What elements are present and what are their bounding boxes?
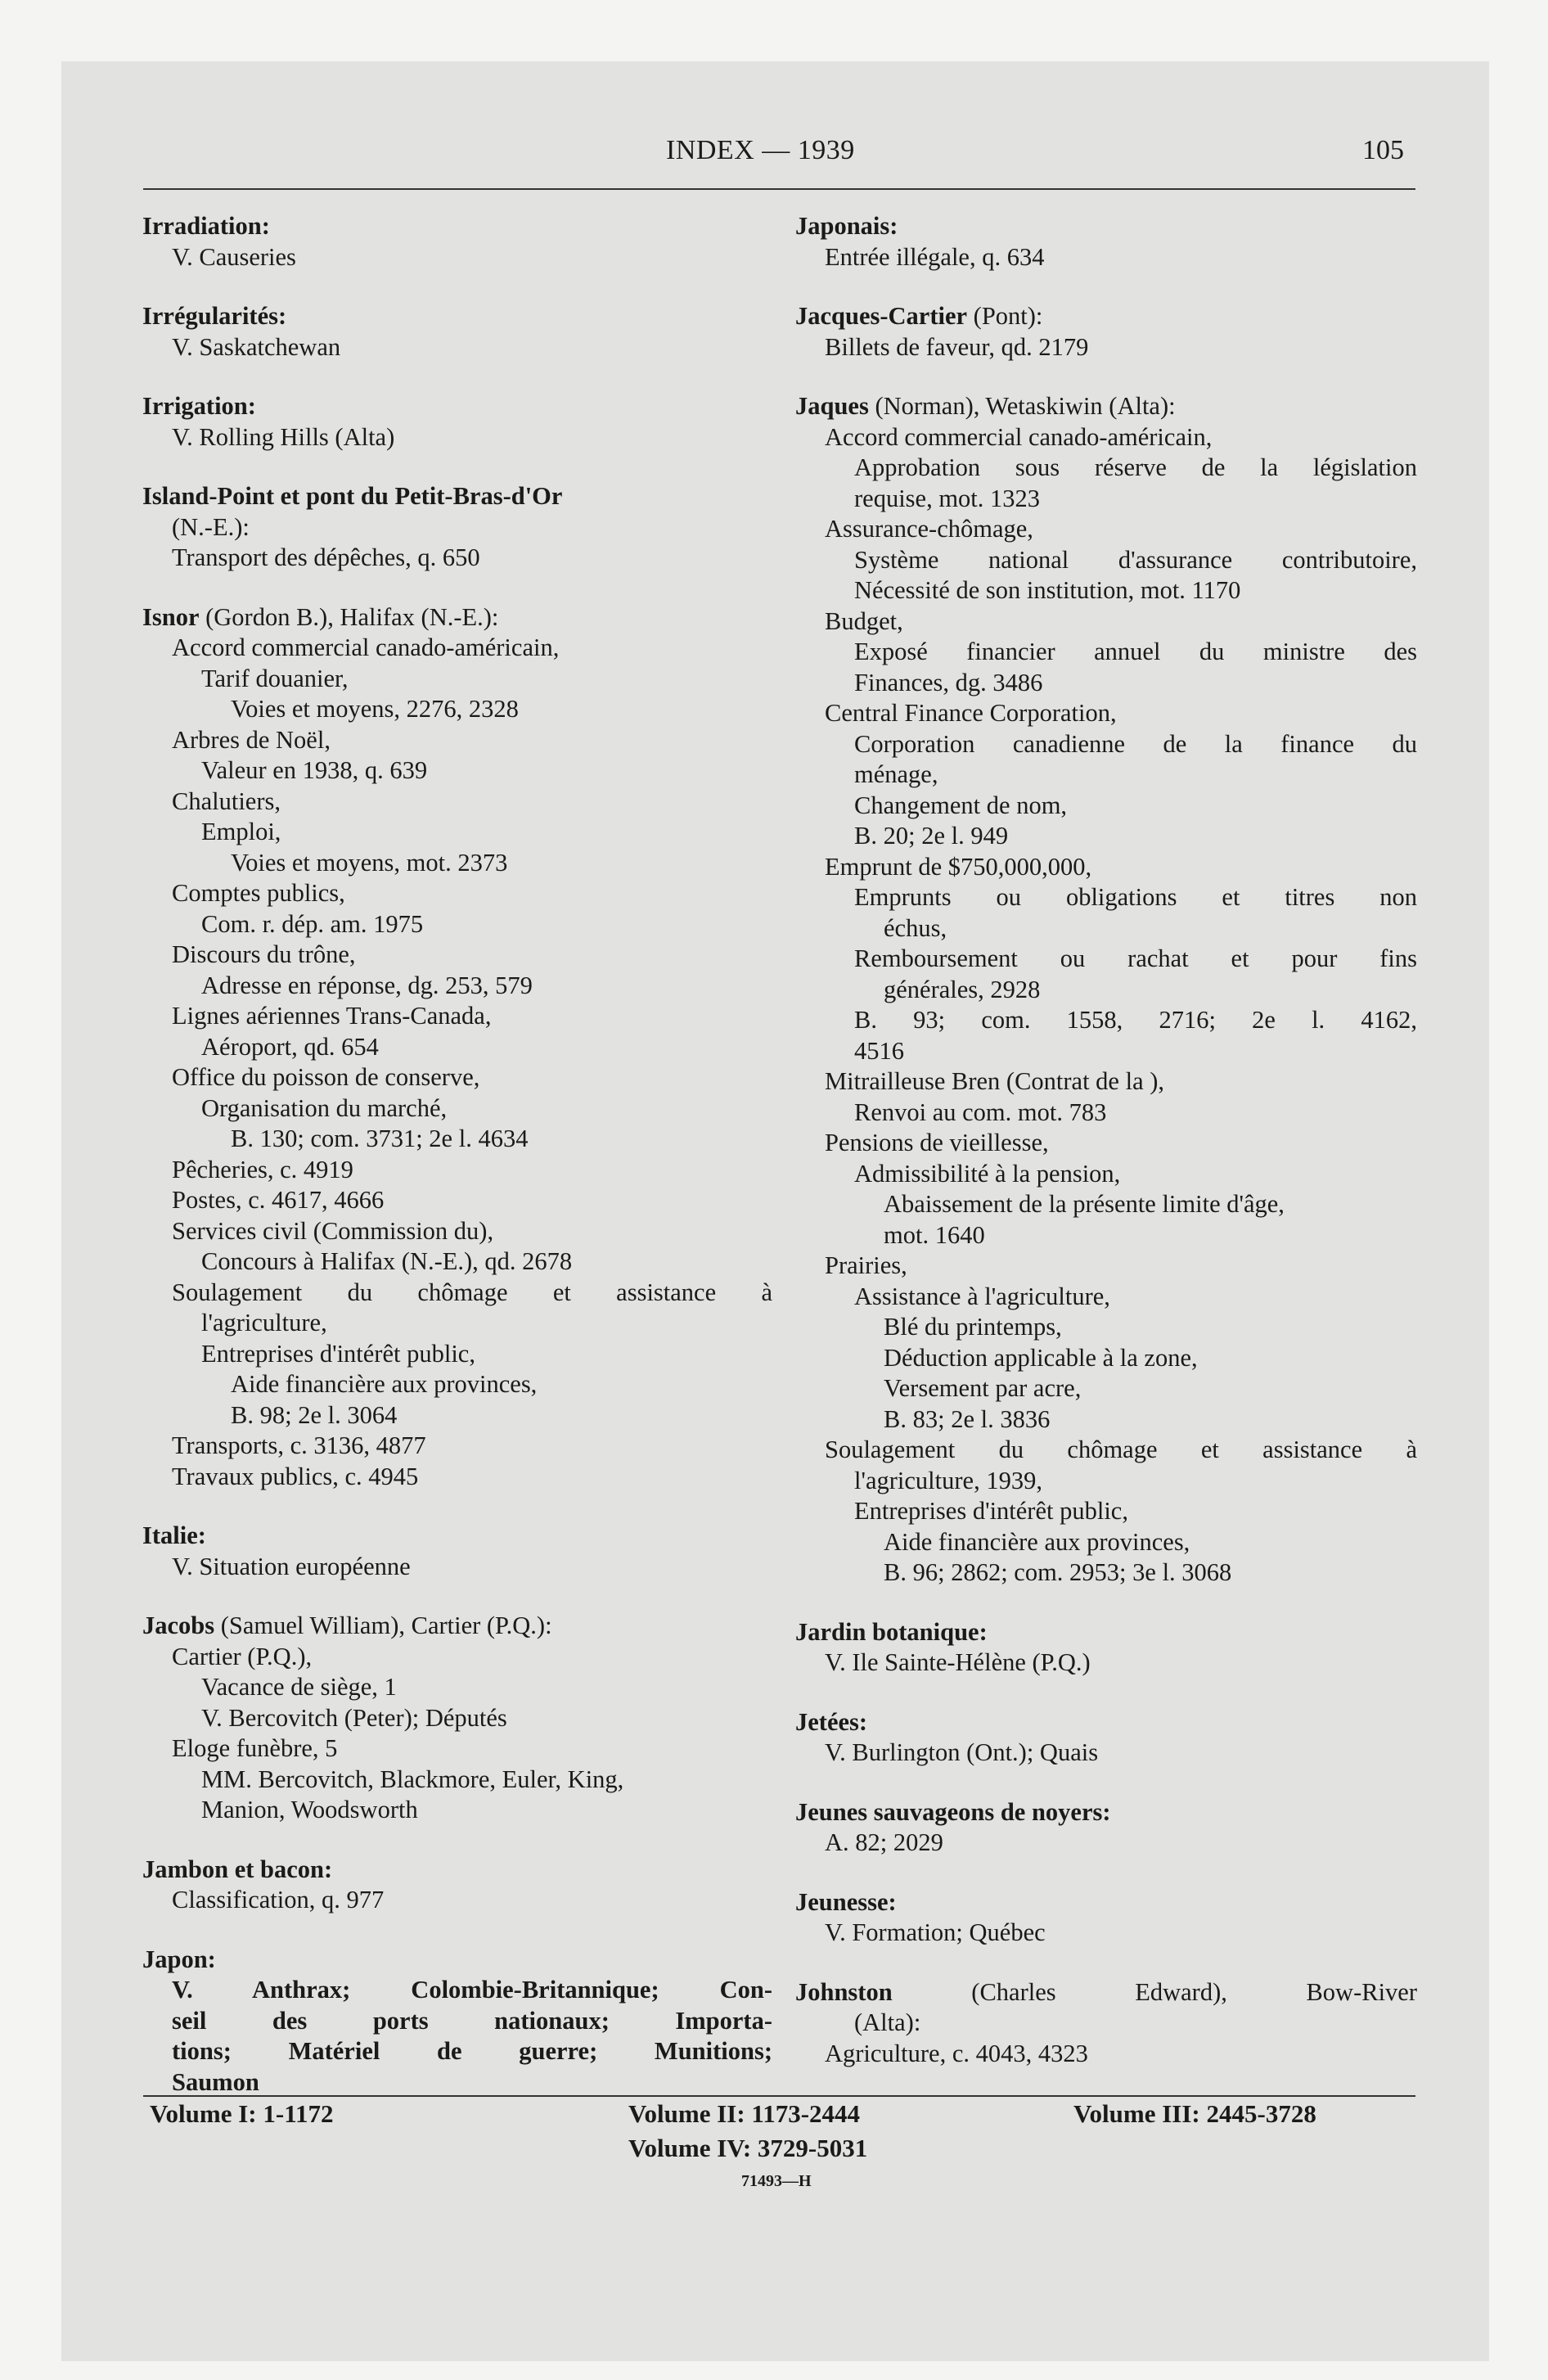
entry-line: V. Situation européenne [172,1552,411,1580]
entry-heading [142,1855,772,1886]
entry-line: B. 20; 2e l. 949 [854,822,1009,850]
entry-headword: Jeunesse: [795,1887,897,1916]
entry-line: Valeur en 1938, q. 639 [201,756,428,784]
entry-line: l'agriculture, [201,1309,327,1336]
index-entry [795,391,1417,1589]
entry-line: échus, [884,913,947,942]
index-entry [795,1887,1417,1949]
footer-volume-3: Volume III: 2445-3728 [1073,2099,1316,2128]
index-entry [142,1945,772,2098]
entry-line: Approbation sous réserve de la législation [854,453,1417,481]
entry-line: Tarif douanier, [201,664,349,692]
footer-volume-2: Volume II: 1173-2444 [628,2099,861,2128]
index-entry [795,1797,1417,1859]
entry-line: Prairies, [825,1251,907,1279]
entry-line: Entreprises d'intérêt public, [201,1339,475,1368]
entry-line: Office du poisson de conserve, [172,1063,480,1091]
entry-line: Renvoi au com. mot. 783 [854,1098,1107,1126]
entry-line: A. 82; 2029 [825,1828,943,1856]
entry-line: Vacance de siège, 1 [201,1673,397,1701]
entry-line: B. 130; com. 3731; 2e l. 4634 [231,1125,529,1152]
entry-line: Adresse en réponse, dg. 253, 579 [201,971,533,999]
footer-volume-4: Volume IV: 3729-5031 [628,2134,868,2162]
entry-line: Exposé financier annuel du ministre des [854,638,1417,665]
entry-heading [795,1887,1417,1918]
entry-heading [795,391,1417,422]
entry-line: Accord commercial canado-américain, [825,422,1213,451]
index-entry [142,1611,772,1826]
index-entry [142,1855,772,1916]
entry-line: Emprunt de $750,000,000, [825,852,1092,881]
index-entry [142,481,772,574]
entry-line: Système national d'assurance contributoire, [854,545,1417,574]
entry-line: Services civil (Commission du), [172,1216,494,1245]
entry-line: Finances, dg. 3486 [854,668,1043,696]
entry-line: (Alta): [854,2008,921,2036]
entry-line: Blé du printemps, [884,1313,1062,1341]
entry-line: Central Finance Corporation, [825,699,1117,727]
index-entry [142,602,772,1493]
entry-heading [795,1797,1417,1828]
index-entry [795,301,1417,363]
entry-line: Entreprises d'intérêt public, [854,1497,1128,1525]
printer-code: 71493—H [741,2172,812,2190]
entry-headword: Jacobs [142,1611,215,1639]
index-entry [795,1617,1417,1679]
entry-headword: Jacques-Cartier [795,302,968,330]
entry-headword: Japon: [142,1945,216,1973]
entry-line: Com. r. dép. am. 1975 [201,909,424,938]
entry-headword: Isnor [142,602,200,631]
entry-line: B. 83; 2e l. 3836 [884,1404,1051,1433]
entry-line: seil des ports nationaux; Importa- [172,2006,772,2035]
entry-headword: Irrégularités: [142,302,287,330]
index-entry [142,391,772,453]
entry-line: Comptes publics, [172,879,345,907]
entry-line: Manion, Woodsworth [201,1796,418,1823]
entry-line: Remboursement ou rachat et pour fins [854,944,1417,972]
entry-line: Assistance à l'agriculture, [854,1282,1110,1310]
entry-heading [142,211,772,242]
entry-line: Concours à Halifax (N.-E.), qd. 2678 [201,1247,573,1275]
entry-line: Nécessité de son institution, mot. 1170 [854,576,1241,604]
entry-line: Soulagement du chômage et assistance à [825,1436,1417,1463]
entry-heading-rest: (Norman), Wetaskiwin (Alta): [875,392,1176,420]
entry-line: requise, mot. 1323 [854,484,1041,512]
entry-line: V. Anthrax; Colombie-Britannique; Con- [172,1976,772,2004]
entry-line: Aéroport, qd. 654 [201,1032,379,1061]
entry-headword: Italie: [142,1521,206,1549]
index-entry [795,1707,1417,1769]
entry-line: Arbres de Noël, [172,725,331,754]
entry-heading [142,1945,772,1976]
entry-heading-rest: (Samuel William), Cartier (P.Q.): [220,1611,552,1639]
entry-headword: Jardin botanique: [795,1617,988,1646]
entry-headword: Jeunes sauvageons de noyers: [795,1797,1111,1826]
entry-headword: Jaques [795,392,869,420]
entry-headword: Island-Point et pont du Petit-Bras-d'Or [142,482,563,510]
entry-line: V. Bercovitch (Peter); Députés [201,1703,507,1732]
entry-line: 4516 [854,1036,904,1065]
entry-line: V. Causeries [172,242,296,271]
entry-line: Classification, q. 977 [172,1886,385,1913]
entry-line: Corporation canadienne de la finance du [854,729,1417,758]
entry-heading [795,1707,1417,1738]
entry-line: Aide financière aux provinces, [231,1370,538,1398]
entry-line: Voies et moyens, 2276, 2328 [231,695,519,723]
entry-heading [795,1617,1417,1648]
entry-line: tions; Matériel de guerre; Munitions; [172,2037,772,2065]
entry-line: Saumon [172,2067,259,2096]
entry-line: Eloge funèbre, 5 [172,1734,338,1762]
entry-line: Soulagement du chômage et assistance à [172,1278,772,1306]
entry-line: B. 98; 2e l. 3064 [231,1400,398,1429]
entry-line: Transports, c. 3136, 4877 [172,1431,426,1459]
entry-line: Changement de nom, [854,791,1068,819]
footer-volume-1: Volume I: 1-1172 [150,2099,334,2128]
entry-line: Organisation du marché, [201,1093,448,1122]
header-rule [143,188,1415,190]
entry-line: mot. 1640 [884,1220,985,1249]
entry-line: V. Formation; Québec [825,1918,1046,1946]
entry-line: B. 96; 2862; com. 2953; 3e l. 3068 [884,1558,1232,1586]
entry-line: Travaux publics, c. 4945 [172,1462,419,1490]
entry-heading-rest: (Pont): [973,302,1043,330]
page-number: 105 [1362,135,1404,165]
entry-line: Voies et moyens, mot. 2373 [231,848,508,877]
footer-rule [143,2095,1415,2097]
entry-line: Assurance-chômage, [825,515,1033,543]
entry-line: Déduction applicable à la zone, [884,1343,1198,1372]
entry-line: Entrée illégale, q. 634 [825,242,1045,271]
entry-heading-rest: (Charles Edward), Bow-River [971,1977,1417,2006]
entry-line: Accord commercial canado-américain, [172,633,560,661]
entry-line: Emprunts ou obligations et titres non [854,883,1417,911]
index-entry [795,1977,1417,2070]
entry-line: Pêcheries, c. 4919 [172,1155,353,1183]
entry-heading [142,1521,772,1552]
entry-heading [795,1977,1417,2008]
entry-heading [142,481,772,512]
entry-line: Cartier (P.Q.), [172,1642,313,1670]
entry-heading [142,1611,772,1642]
entry-heading [142,602,772,633]
entry-line: Transport des dépêches, q. 650 [172,543,480,571]
entry-line: Chalutiers, [172,787,281,815]
entry-line: V. Rolling Hills (Alta) [172,422,395,451]
entry-line: Mitrailleuse Bren (Contrat de la ), [825,1067,1165,1095]
entry-line: (N.-E.): [172,512,250,541]
entry-line: MM. Bercovitch, Blackmore, Euler, King, [201,1765,624,1793]
right-column [795,211,1417,2098]
entry-headword: Japonais: [795,212,898,240]
index-entry [142,211,772,273]
entry-line: Versement par acre, [884,1374,1082,1402]
entry-headword: Jetées: [795,1707,868,1736]
entry-line: Abaissement de la présente limite d'âge, [884,1190,1285,1218]
entry-heading [142,391,772,422]
entry-line: V. Saskatchewan [172,332,341,361]
entry-line: l'agriculture, 1939, [854,1466,1042,1494]
entry-line: Discours du trône, [172,940,356,968]
entry-heading [142,301,772,332]
entry-line: Admissibilité à la pension, [854,1159,1121,1188]
entry-line: B. 93; com. 1558, 2716; 2e l. 4162, [854,1006,1417,1034]
entry-line: Emploi, [201,818,281,845]
entry-line: ménage, [854,760,938,788]
entry-headword: Jambon et bacon: [142,1855,333,1883]
entry-heading [795,301,1417,332]
left-column [142,211,772,2126]
entry-line: Postes, c. 4617, 4666 [172,1186,385,1214]
entry-heading-rest: (Gordon B.), Halifax (N.-E.): [205,602,499,631]
entry-line: générales, 2928 [884,975,1041,1003]
entry-headword: Johnston [795,1977,893,2006]
index-entry [142,301,772,363]
entry-heading [795,211,1417,242]
entry-line: Agriculture, c. 4043, 4323 [825,2039,1088,2067]
index-entry [795,211,1417,273]
entry-line: V. Ile Sainte-Hélène (P.Q.) [825,1648,1091,1676]
entry-line: Pensions de vieillesse, [825,1129,1049,1156]
entry-line: V. Burlington (Ont.); Quais [825,1738,1099,1766]
index-entry [142,1521,772,1582]
entry-line: Budget, [825,606,903,635]
entry-headword: Irradiation: [142,212,270,240]
entry-line: Aide financière aux provinces, [884,1527,1190,1556]
entry-line: Billets de faveur, qd. 2179 [825,332,1089,361]
entry-headword: Irrigation: [142,392,256,420]
header-title: INDEX — 1939 [666,135,855,165]
entry-line: Lignes aériennes Trans-Canada, [172,1002,492,1030]
